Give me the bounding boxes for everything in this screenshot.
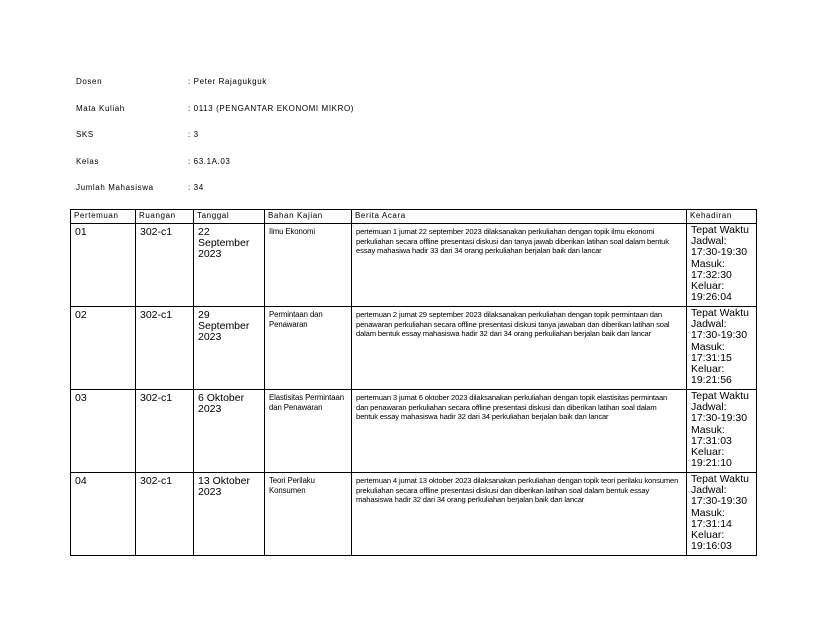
cell-tanggal: 6 Oktober 2023 <box>194 390 265 473</box>
table-row <box>71 224 757 307</box>
cell-pertemuan: 03 <box>71 390 136 473</box>
cell-tanggal: 22 September 2023 <box>194 224 265 307</box>
info-row-sks <box>76 130 199 140</box>
attendance-table <box>70 209 757 556</box>
cell-berita-acara: pertemuan 1 jumat 22 september 2023 dilaksanakan perkuliahan dengan topik ilmu ekonomi perkuliahan secara offline presentasi diskusi dan tanya jawab diberikan latihan soal dalam bentuk essay mahasiwa hadir 33 dari 34 orang perkuliahan berjalan baik dan lancar <box>352 224 687 307</box>
cell-pertemuan: 01 <box>71 224 136 307</box>
cell-pertemuan: 02 <box>71 307 136 390</box>
cell-bahan-kajian: Teori Perilaku Konsumen <box>265 473 352 556</box>
header-pertemuan: Pertemuan <box>71 210 136 224</box>
header-bahan-kajian: Bahan Kajian <box>265 210 352 224</box>
cell-ruangan: 302-c1 <box>136 307 194 390</box>
info-row-dosen <box>76 77 267 87</box>
cell-bahan-kajian: Permintaan dan Penawaran <box>265 307 352 390</box>
info-value: : Peter Rajagukguk <box>188 77 267 86</box>
info-label: Mata Kuliah <box>76 104 125 113</box>
cell-berita-acara: pertemuan 4 jumat 13 oktober 2023 dilaksanakan perkuliahan dengan topik teori perilaku konsumen prekuliahan secara offline presentasi diskusi dan diberikan latihan soal dalam bentuk essay mahasiswa hadir 32 dari 34 orang perkuliahan berjalan baik dan lancar <box>352 473 687 556</box>
table-header-row <box>71 210 757 224</box>
header-ruangan: Ruangan <box>136 210 194 224</box>
info-label: SKS <box>76 130 94 139</box>
info-row-kelas <box>76 157 230 167</box>
table-row <box>71 390 757 473</box>
table-row <box>71 473 757 556</box>
info-label: Kelas <box>76 157 100 166</box>
info-value: : 0113 (PENGANTAR EKONOMI MIKRO) <box>188 104 355 113</box>
cell-bahan-kajian: Ilmu Ekonomi <box>265 224 352 307</box>
cell-berita-acara: pertemuan 3 jumat 6 oktober 2023 dilaksanakan perkuliahan dengan topik elastisitas permintaan dan penawaran perkuliahan secara offline presentasi diskusi dan diberikan latihan soal dalam bentuk essay mahasiswa hadir 32 dari 34 perkuliahan berjalan baik dan lancar <box>352 390 687 473</box>
info-value: : 63.1A.03 <box>188 157 231 166</box>
cell-ruangan: 302-c1 <box>136 473 194 556</box>
info-label: Dosen <box>76 77 103 86</box>
cell-pertemuan: 04 <box>71 473 136 556</box>
table-row <box>71 307 757 390</box>
info-value: : 34 <box>188 183 204 192</box>
info-row-jumlah-mahasiswa <box>76 183 204 193</box>
header-berita-acara: Berita Acara <box>352 210 687 224</box>
info-value: : 3 <box>188 130 199 139</box>
header-tanggal: Tanggal <box>194 210 265 224</box>
cell-kehadiran: Tepat Waktu Jadwal: 17:30-19:30 Masuk: 17:31:14 Keluar: 19:16:03 <box>687 473 757 556</box>
header-kehadiran: Kehadiran <box>687 210 757 224</box>
cell-ruangan: 302-c1 <box>136 224 194 307</box>
cell-berita-acara: pertemuan 2 jumat 29 september 2023 dilaksanakan perkuliahan dengan topik permintaan dan penawaran perkuliahan secara offline presentasi diskusi tanya jawaban dan diberikan latihan soal dalam bentuk essay mahasiswa hadir 32 dari 34 orang perkuliahan berjalan baik dan lancar <box>352 307 687 390</box>
cell-tanggal: 13 Oktober 2023 <box>194 473 265 556</box>
info-label: Jumlah Mahasiswa <box>76 183 154 192</box>
cell-tanggal: 29 September 2023 <box>194 307 265 390</box>
cell-kehadiran: Tepat Waktu Jadwal: 17:30-19:30 Masuk: 17:31:03 Keluar: 19:21:10 <box>687 390 757 473</box>
cell-kehadiran: Tepat Waktu Jadwal: 17:30-19:30 Masuk: 17:32:30 Keluar: 19:26:04 <box>687 224 757 307</box>
cell-kehadiran: Tepat Waktu Jadwal: 17:30-19:30 Masuk: 17:31:15 Keluar: 19:21:56 <box>687 307 757 390</box>
cell-bahan-kajian: Elastisitas Permintaan dan Penawaran <box>265 390 352 473</box>
cell-ruangan: 302-c1 <box>136 390 194 473</box>
info-row-mata-kuliah <box>76 104 354 114</box>
